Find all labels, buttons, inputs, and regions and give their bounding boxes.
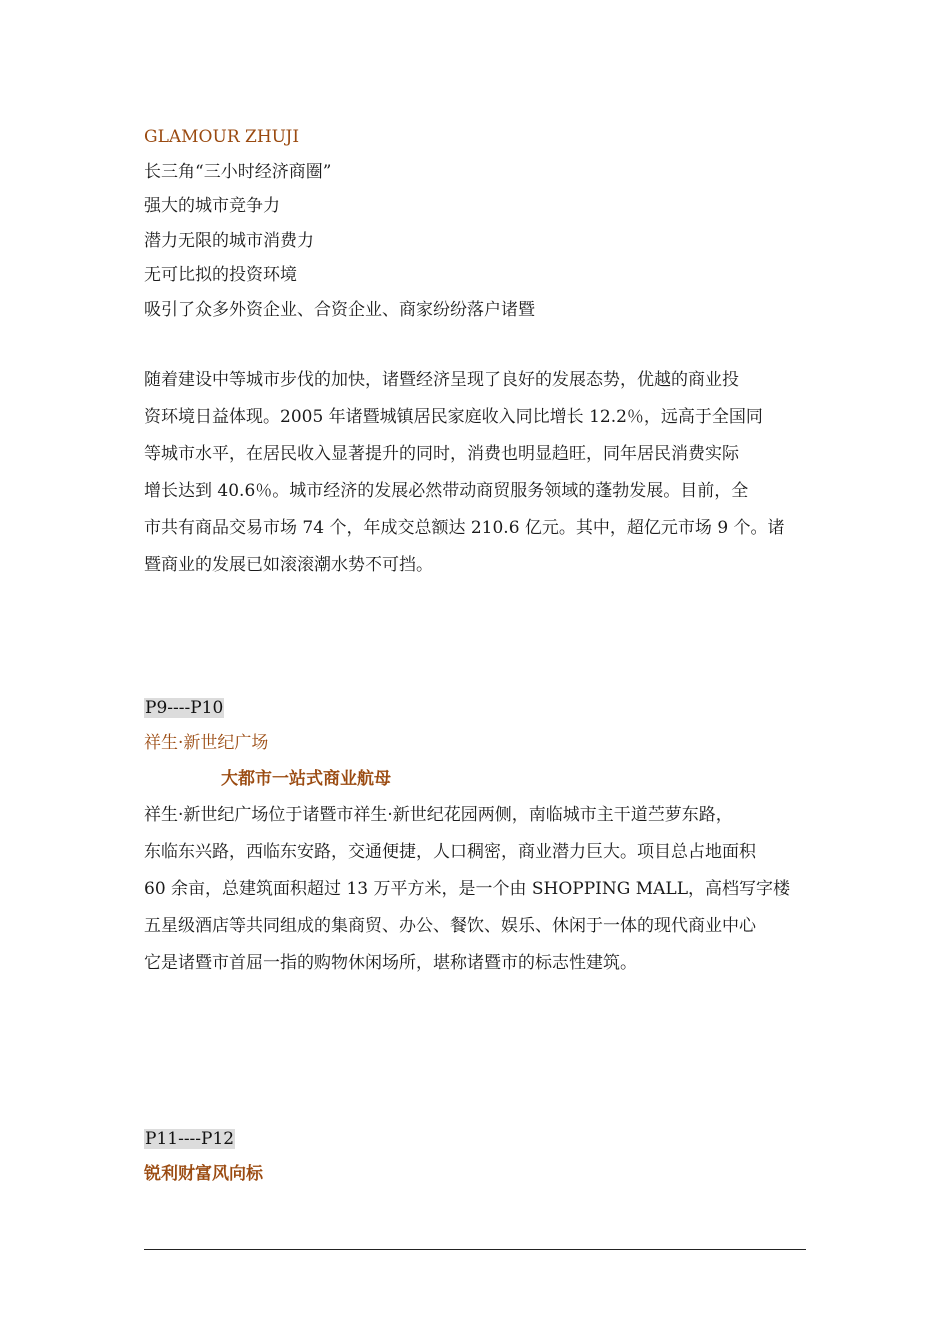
section3-page-tag (144, 1127, 235, 1151)
section1-heading: GLAMOUR ZHUJI (144, 127, 300, 147)
footer-divider (144, 1249, 806, 1250)
page-range-label: P9----P10 (145, 698, 224, 718)
section1-line-4: 无可比拟的投资环境 (144, 265, 297, 285)
section1-paragraph (144, 362, 806, 584)
section1-line-3: 潜力无限的城市消费力 (144, 231, 314, 251)
paragraph-line: 五星级酒店等共同组成的集商贸、办公、餐饮、娱乐、休闲于一体的现代商业中心 (144, 916, 756, 936)
section1-line-5: 吸引了众多外资企业、合资企业、商家纷纷落户诸暨 (144, 300, 535, 320)
paragraph-line: 增长达到 40.6％。城市经济的发展必然带动商贸服务领域的蓬勃发展。目前，全 (144, 481, 749, 501)
section1-line-1: 长三角“三小时经济商圈” (144, 162, 332, 182)
section2-subtitle: 大都市一站式商业航母 (221, 769, 391, 789)
section1-line-2: 强大的城市竞争力 (144, 196, 280, 216)
paragraph-line: 东临东兴路，西临东安路，交通便捷，人口稠密，商业潜力巨大。项目总占地面积 (144, 842, 756, 862)
section2-title: 祥生·新世纪广场 (144, 733, 269, 753)
page-range-label: P11----P12 (145, 1129, 235, 1149)
paragraph-line: 暨商业的发展已如滚滚潮水势不可挡。 (144, 555, 433, 575)
paragraph-line: 资环境日益体现。2005 年诸暨城镇居民家庭收入同比增长 12.2％，远高于全国同 (144, 407, 763, 427)
paragraph-line: 随着建设中等城市步伐的加快，诸暨经济呈现了良好的发展态势，优越的商业投 (144, 370, 739, 390)
paragraph-line: 它是诸暨市首屈一指的购物休闲场所，堪称诸暨市的标志性建筑。 (144, 953, 637, 973)
section2-page-tag (144, 696, 224, 720)
paragraph-line: 祥生·新世纪广场位于诸暨市祥生·新世纪花园两侧，南临城市主干道苎萝东路， (144, 805, 733, 825)
section3-title: 锐利财富风向标 (144, 1164, 263, 1184)
paragraph-line: 60 余亩，总建筑面积超过 13 万平方米，是一个由 SHOPPING MALL，高档写字楼 (144, 879, 790, 899)
paragraph-line: 等城市水平，在居民收入显著提升的同时，消费也明显趋旺，同年居民消费实际 (144, 444, 739, 464)
section2-paragraph (144, 797, 806, 982)
paragraph-line: 市共有商品交易市场 74 个，年成交总额达 210.6 亿元。其中，超亿元市场 9 个。诸 (144, 518, 785, 538)
